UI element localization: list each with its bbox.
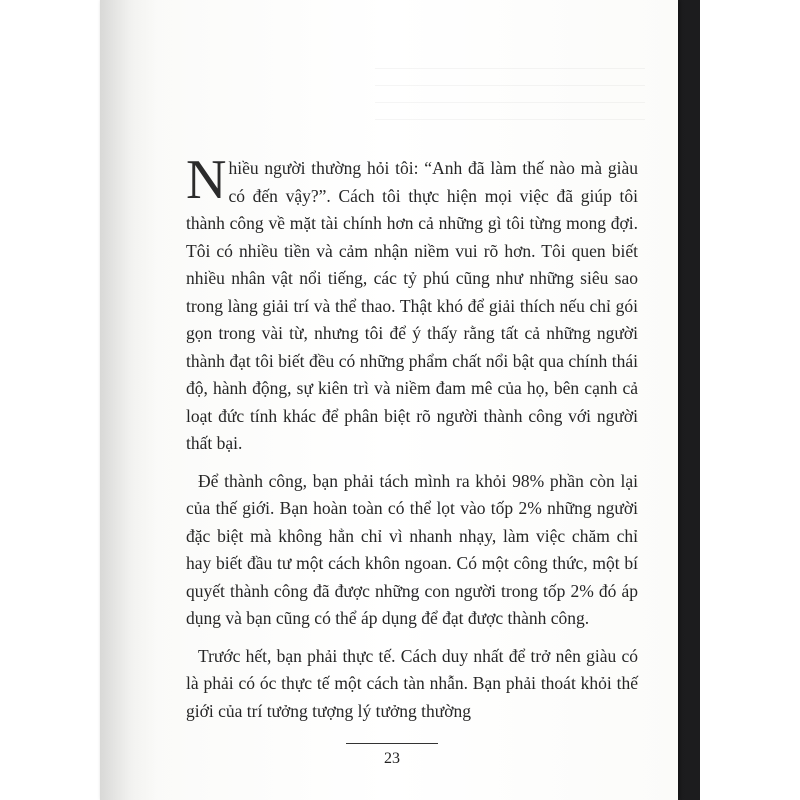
paragraph-2: Để thành công, bạn phải tách mình ra khỏi 98% phần còn lại của thế giới. Bạn hoàn toàn có thể lọt vào tốp 2% những người đặc biệt mà không hẳn chỉ vì nhanh nhạy, làm việc chăm chỉ hay biết đầu tư một cách khôn ngoan. Có một công thức, một bí quyết thành công đã được những con người trong tốp 2% đó áp dụng và bạn cũng có thể áp dụng để đạt được thành công. xyxy=(186,470,638,628)
paragraph-1 xyxy=(186,149,638,458)
paragraph-3: Trước hết, bạn phải thực tế. Cách duy nhất để trở nên giàu có là phải có óc thực tế một cách tàn nhẫn. Bạn phải thoát khỏi thế giới của trí tưởng tượng lý tưởng thường xyxy=(186,645,638,721)
page-number-rule xyxy=(346,743,438,744)
page-number: 23 xyxy=(384,750,400,767)
spine-shadow xyxy=(100,0,160,800)
drop-cap: N xyxy=(186,149,227,211)
body-text xyxy=(186,149,638,725)
running-header-show-through xyxy=(330,45,440,55)
show-through-lines xyxy=(375,68,645,136)
paragraph-1-text: hiều người thường hỏi tôi: “Anh đã làm thế nào mà giàu có đến vậy?”. Cách tôi thực hiện mọi việc đã giúp tôi thành công về mặt tài chính hơn cả những gì tôi từng mong đợi. Tôi có nhiều tiền và cảm nhận niềm vui rõ hơn. Tôi quen biết nhiều nhân vật nổi tiếng, các tỷ phú cũng như những siêu sao trong làng giải trí và thể thao. Thật khó để giải thích nếu chỉ gói gọn trong vài từ, nhưng tôi để ý thấy rằng tất cả những người thành đạt tôi biết đều có những phẩm chất nổi bật qua chính thái độ, hành động, sự kiên trì và niềm đam mê của họ, bên cạnh cả loạt đức tính khác để phân biệt rõ người thành công với người thất bại. xyxy=(186,158,638,453)
